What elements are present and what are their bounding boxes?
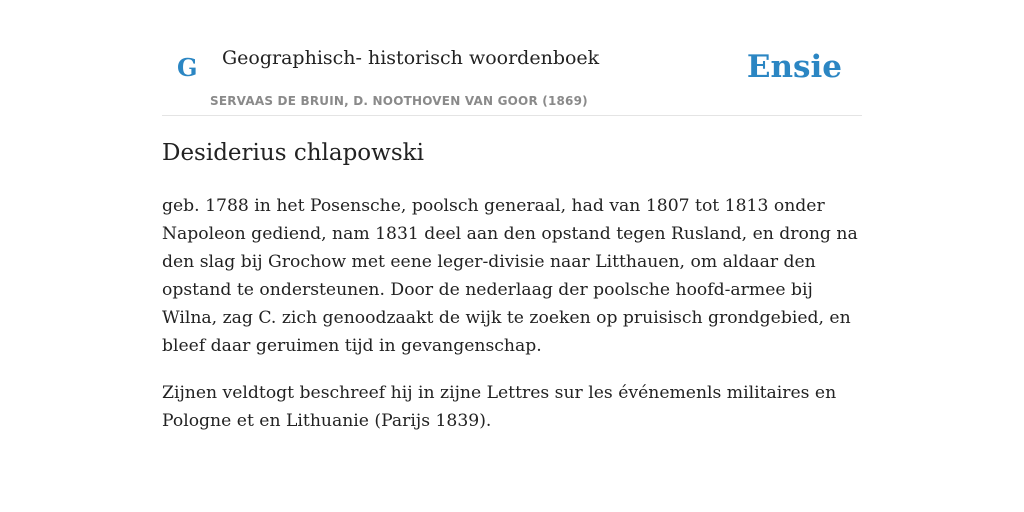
entry-paragraph: geb. 1788 in het Posensche, poolsch generaal, had van 1807 tot 1813 onder Napoleon gediend, nam 1831 deel aan den opstand tegen Rusland, en drong na den slag bij Grochow met eene leger-divisie naar Litthauen, om aldaar den opstand te ondersteunen. Door de nederlaag der poolsche hoofd-armee bij Wilna, zag C. zich genoodzaakt de wijk te zoeken op pruisisch grondgebied, en bleef daar geruimen tijd in gevangenschap. — [162, 196, 858, 356]
book-logo-letter[interactable]: G — [177, 53, 198, 82]
book-authors: SERVAAS DE BRUIN, D. NOOTHOVEN VAN GOOR (1869) — [210, 94, 588, 108]
ensie-logo-link[interactable]: Ensie — [746, 49, 842, 85]
entry-title: Desiderius chlapowski — [162, 140, 424, 166]
entry-paragraph: Zijnen veldtogt beschreef hij in zijne Lettres sur les événemenls militaires en Pologne et en Lithuanie (Parijs 1839). — [162, 383, 837, 431]
book-header — [162, 40, 862, 116]
entry-body — [162, 192, 867, 454]
book-title-link[interactable]: Geographisch- historisch woordenboek — [222, 47, 600, 69]
